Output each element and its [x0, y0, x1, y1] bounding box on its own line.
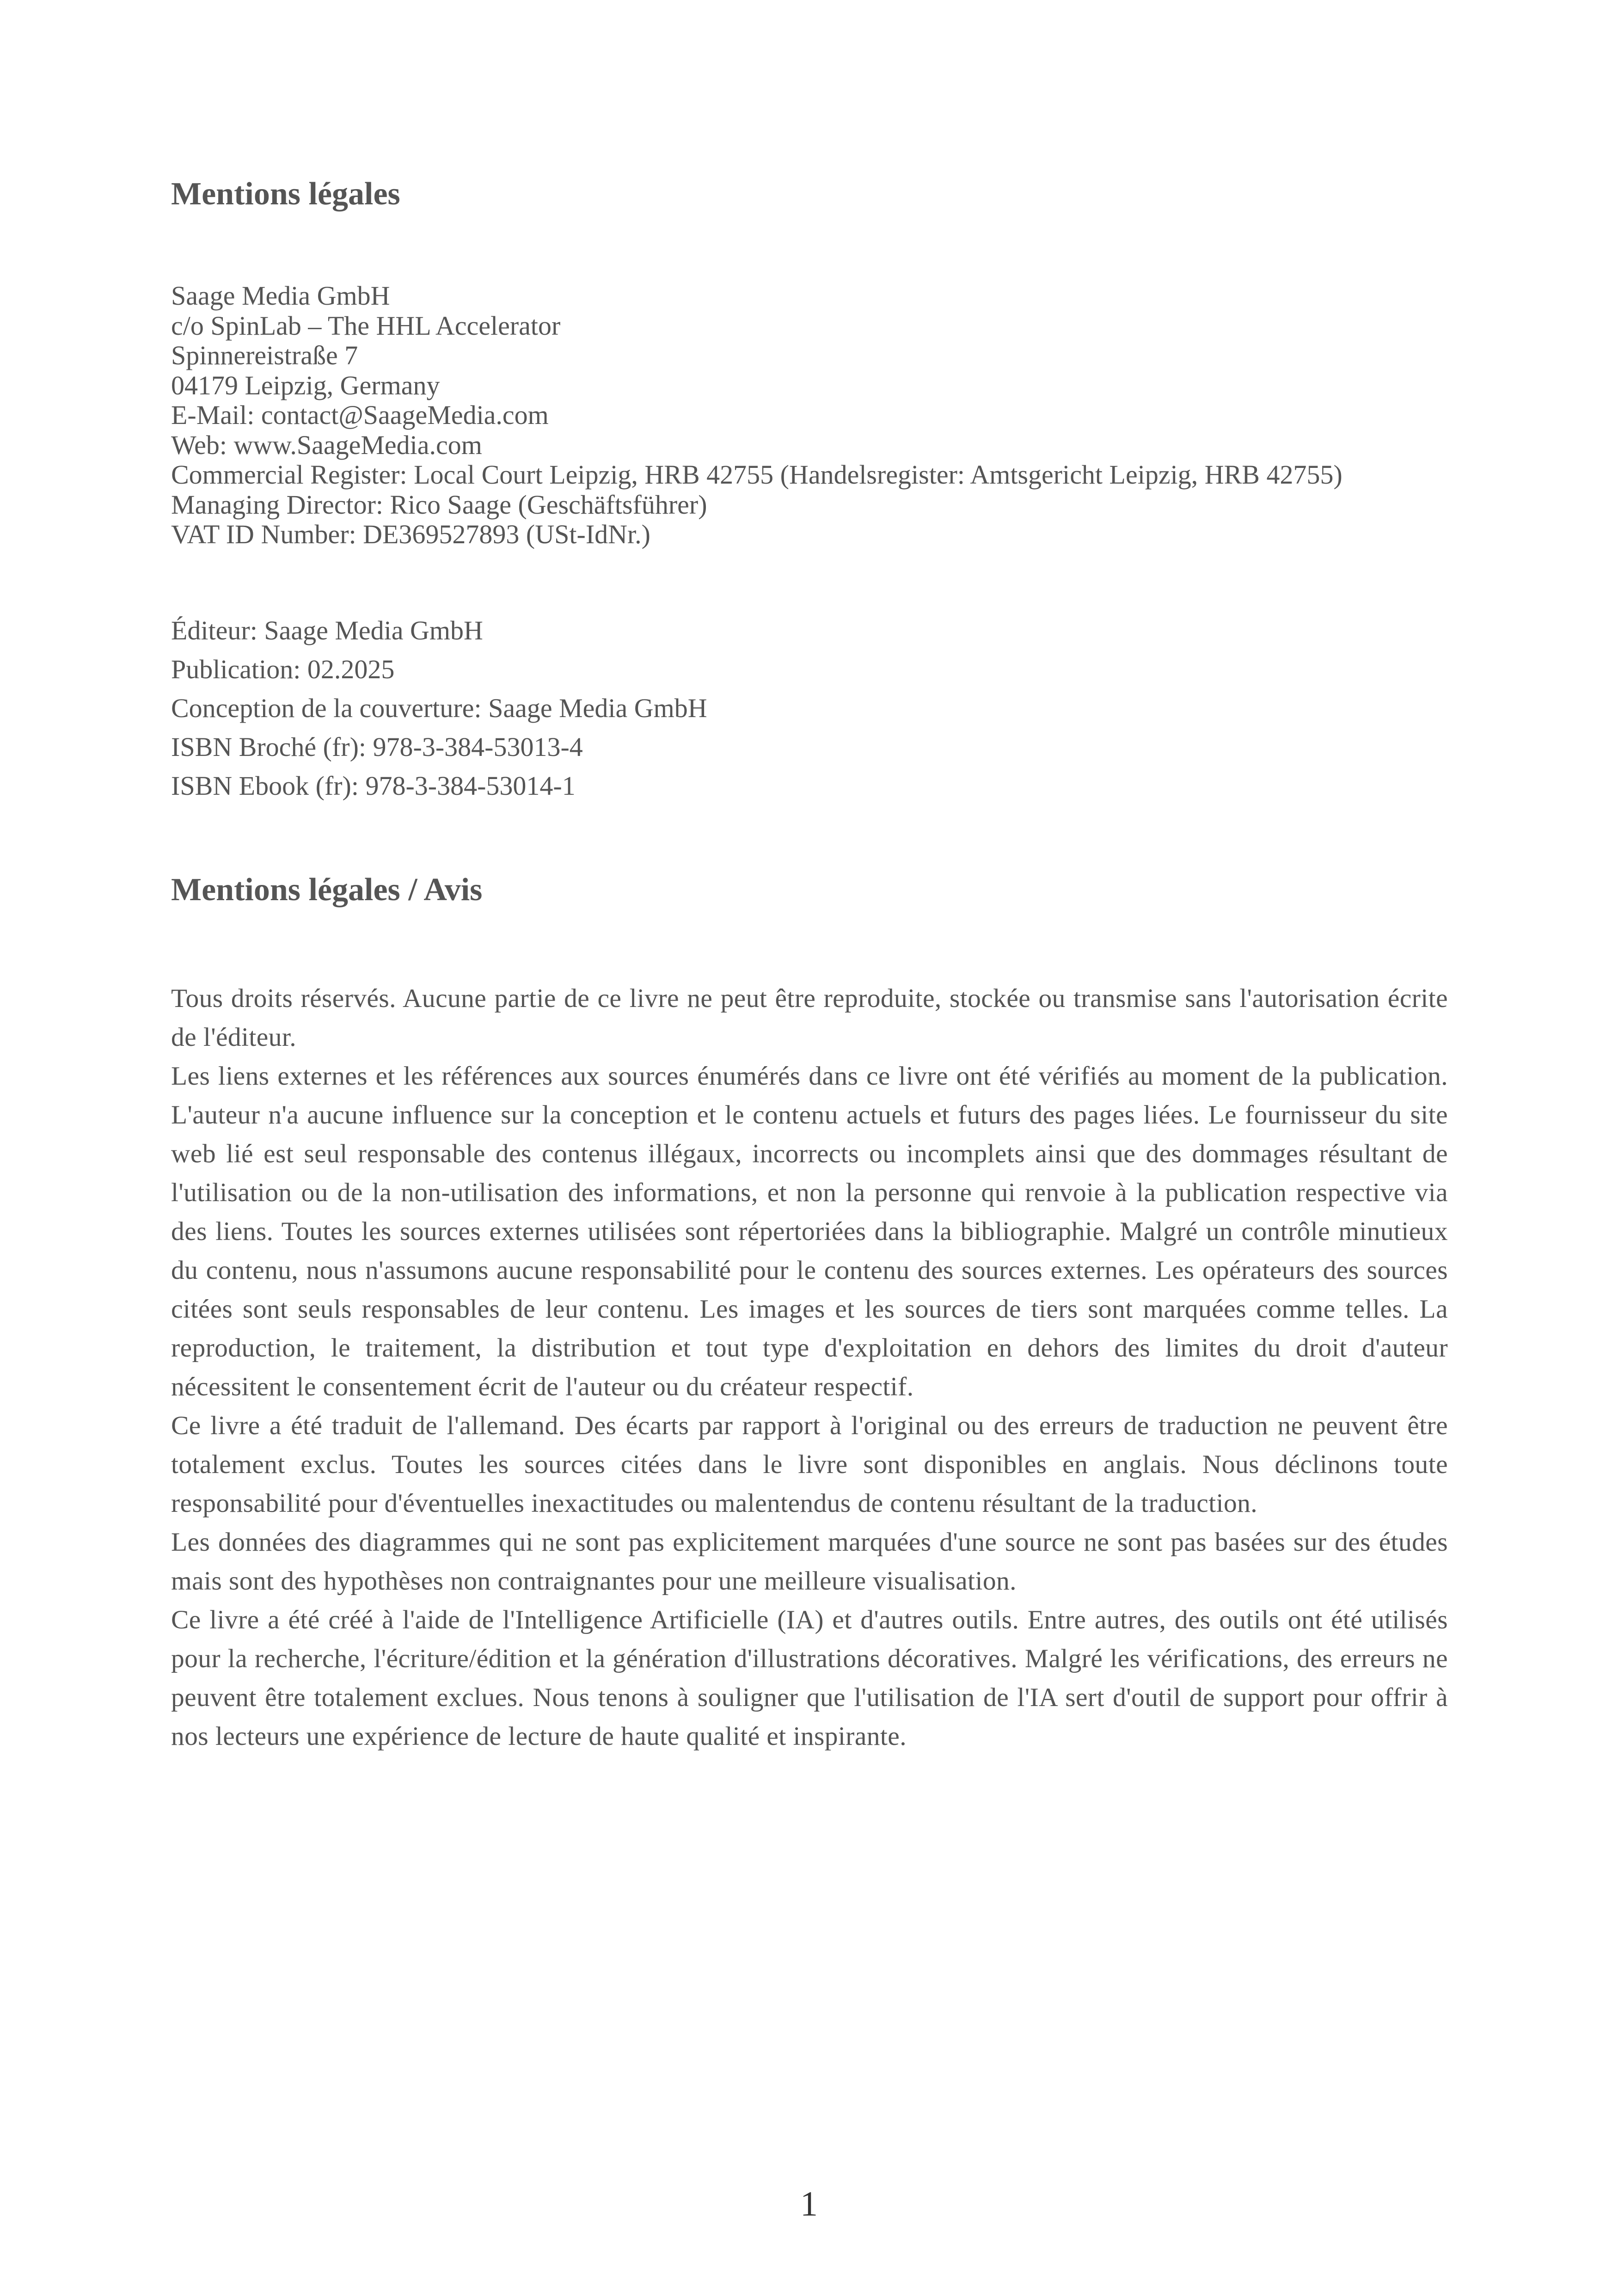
address-line: Web: www.SaageMedia.com: [171, 430, 482, 460]
notice-paragraph: Ce livre a été traduit de l'allemand. Des écarts par rapport à l'original ou des erreurs de traduction ne peuvent être totalement exclus. Toutes les sources citées dans le livre sont disponibles en anglais. Nous déclinons toute responsabilité pour d'éventuelles inexactitudes ou malentendus de contenu résultant de la traduction.: [171, 1411, 1448, 1518]
publication-line: Conception de la couverture: Saage Media GmbH: [171, 693, 707, 723]
notice-paragraph: Les données des diagrammes qui ne sont pas explicitement marquées d'une source ne sont pas basées sur des études mais sont des hypothèses non contraignantes pour une meilleure visualisation.: [171, 1528, 1448, 1596]
publication-line: ISBN Broché (fr): 978-3-384-53013-4: [171, 732, 583, 762]
address-line: Managing Director: Rico Saage (Geschäftsführer): [171, 489, 707, 520]
address-line: Spinnereistraße 7: [171, 340, 358, 370]
address-line: E-Mail: contact@SaageMedia.com: [171, 400, 549, 430]
address-line: c/o SpinLab – The HHL Accelerator: [171, 310, 561, 341]
notice-paragraph: Ce livre a été créé à l'aide de l'Intelligence Artificielle (IA) et d'autres outils. Entre autres, des outils ont été utilisés pour la recherche, l'écriture/édition et la génération d'illustrations décoratives. Malgré les vérifications, des erreurs ne peuvent être totalement exclues. Nous tenons à souligner que l'utilisation de l'IA sert d'outil de support pour offrir à nos lecteurs une expérience de lecture de haute qualité et inspirante.: [171, 1605, 1448, 1751]
notice-title: Mentions légales / Avis: [171, 872, 483, 908]
publisher-address-block: [171, 281, 1447, 550]
publication-line: Éditeur: Saage Media GmbH: [171, 615, 483, 645]
notice-paragraph: Les liens externes et les références aux sources énumérés dans ce livre ont été vérifiés au moment de la publication. L'auteur n'a aucune influence sur la conception et le contenu actuels et futurs des pages liées. Le fournisseur du site web lié est seul responsable des contenus illégaux, incorrects ou incomplets ainsi que des dommages résultant de l'utilisation ou de la non-utilisation des informations, et non la personne qui renvoie à la publication respective via des liens. Toutes les sources externes utilisées sont répertoriées dans la bibliographie. Malgré un contrôle minutieux du contenu, nous n'assumons aucune responsabilité pour le contenu des sources externes. Les opérateurs des sources citées sont seuls responsables de leur contenu. Les images et les sources de tiers sont marquées comme telles. La reproduction, le traitement, la distribution et tout type d'exploitation en dehors des limites du droit d'auteur nécessitent le consentement écrit de l'auteur ou du créateur respectif.: [171, 1062, 1448, 1401]
publication-line: Publication: 02.2025: [171, 654, 395, 684]
imprint-title: Mentions légales: [171, 176, 400, 212]
notice-paragraph: Tous droits réservés. Aucune partie de ce livre ne peut être reproduite, stockée ou transmise sans l'autorisation écrite de l'éditeur.: [171, 984, 1448, 1052]
address-line: 04179 Leipzig, Germany: [171, 370, 440, 400]
page-number: 1: [800, 2185, 818, 2223]
publication-info-block: [171, 611, 1447, 805]
legal-notice-body: [171, 979, 1448, 1756]
address-line: Commercial Register: Local Court Leipzig, HRB 42755 (Handelsregister: Amtsgericht Leipzig, HRB 42755): [171, 460, 1342, 490]
address-line: VAT ID Number: DE369527893 (USt-IdNr.): [171, 519, 650, 549]
publication-line: ISBN Ebook (fr): 978-3-384-53014-1: [171, 771, 576, 801]
address-line: Saage Media GmbH: [171, 281, 390, 311]
